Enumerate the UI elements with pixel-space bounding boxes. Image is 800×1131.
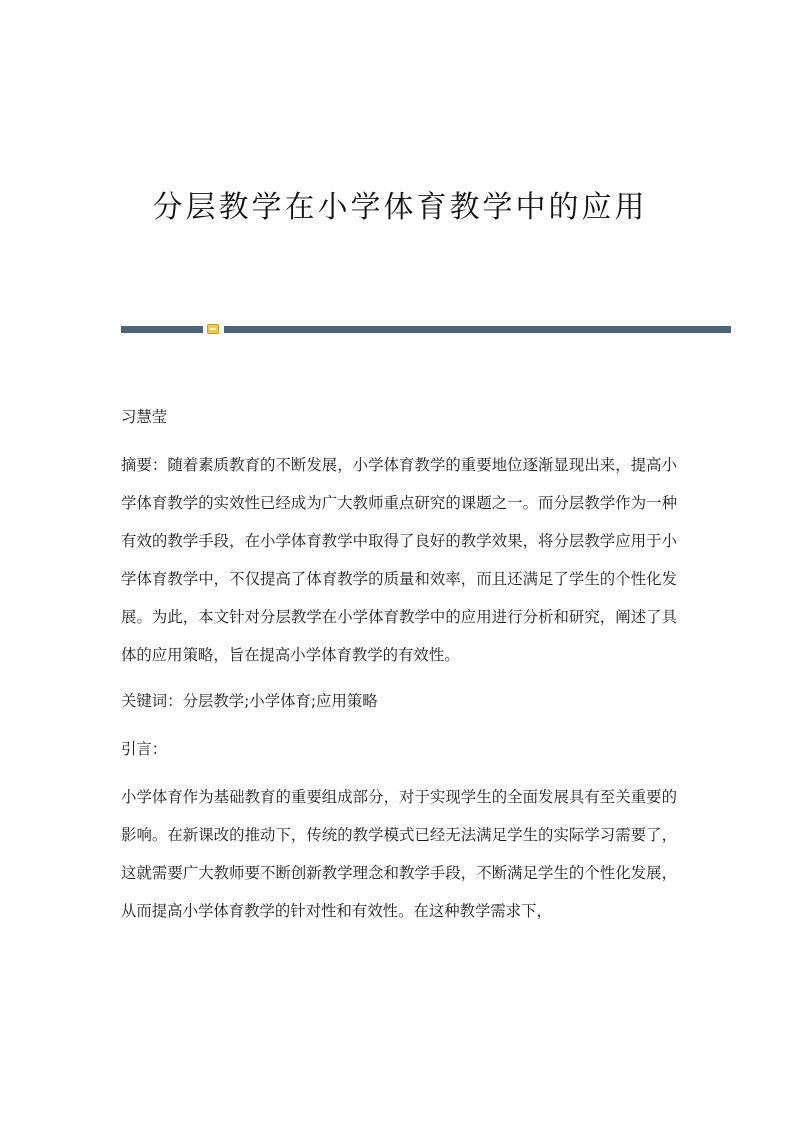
book-icon [207,324,219,334]
divider-bar-left [121,326,203,333]
intro-paragraph: 小学体育作为基础教育的重要组成部分，对于实现学生的全面发展具有至关重要的影响。在新课改的推动下，传统的教学模式已经无法满足学生的实际学习需要了，这就需要广大教师要不断创新教学理念和教学手段，不断满足学生的个性化发展，从而提高小学体育教学的针对性和有效性。在这种教学需求下， [121,788,677,920]
title-divider [121,326,731,334]
document-title: 分层教学在小学体育教学中的应用 [152,190,648,225]
author-name: 习慧莹 [121,408,168,426]
keywords-line: 关键词：分层教学;小学体育;应用策略 [121,692,378,710]
intro-heading: 引言： [121,740,168,758]
divider-bar-right [224,326,731,333]
abstract-paragraph: 摘要：随着素质教育的不断发展，小学体育教学的重要地位逐渐显现出来，提高小学体育教学的实效性已经成为广大教师重点研究的课题之一。而分层教学作为一种有效的教学手段，在小学体育教学中取得了良好的教学效果，将分层教学应用于小学体育教学中，不仅提高了体育教学的质量和效率，而且还满足了学生的个性化发展。为此，本文针对分层教学在小学体育教学中的应用进行分析和研究，阐述了具体的应用策略，旨在提高小学体育教学的有效性。 [121,456,677,664]
document-body [121,398,677,938]
